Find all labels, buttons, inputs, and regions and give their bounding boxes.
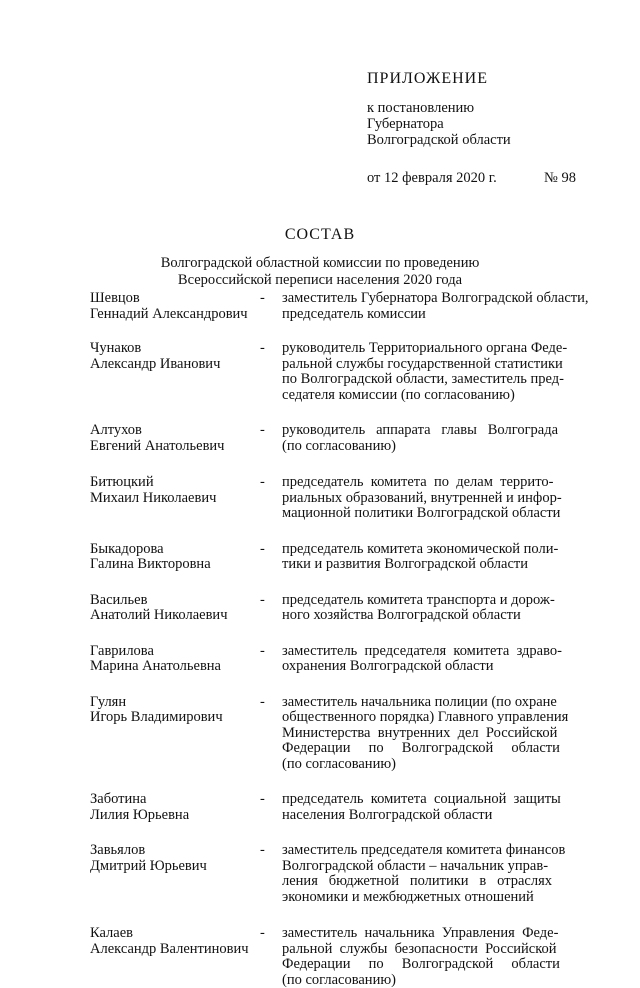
member-role-line: председатель комитета социальной защиты xyxy=(282,792,590,808)
member-role-line: (по согласованию) xyxy=(282,757,590,773)
member-given-names: Марина Анатольевна xyxy=(90,659,260,675)
member-name xyxy=(90,926,260,988)
member-dash: - xyxy=(260,542,282,573)
member-role-line: мационной политики Волгоградской области xyxy=(282,506,590,522)
document-subtitle xyxy=(0,255,640,289)
member-role xyxy=(282,792,590,823)
member-role-line: ления бюджетной политики в отраслях xyxy=(282,874,590,890)
members-list xyxy=(90,291,590,988)
member-role-line: Федерации по Волгоградской области xyxy=(282,957,590,973)
member-name xyxy=(90,475,260,522)
member-row xyxy=(90,341,590,403)
member-role xyxy=(282,644,590,675)
member-given-names: Анатолий Николаевич xyxy=(90,608,260,624)
member-dash: - xyxy=(260,792,282,823)
appendix-line: Волгоградской области xyxy=(367,132,627,148)
member-role-line: заместитель начальника полиции (по охране xyxy=(282,695,590,711)
document-heading xyxy=(0,226,640,289)
member-row xyxy=(90,542,590,573)
appendix-line: к постановлению xyxy=(367,100,627,116)
member-given-names: Евгений Анатольевич xyxy=(90,439,260,455)
member-role-line: ральной службы безопасности Российской xyxy=(282,942,590,958)
member-role xyxy=(282,843,590,905)
member-role xyxy=(282,695,590,773)
member-row xyxy=(90,644,590,675)
member-role-line: заместитель председателя комитета здраво- xyxy=(282,644,590,660)
member-role-line: председатель комитета транспорта и дорож- xyxy=(282,593,590,609)
appendix-title: ПРИЛОЖЕНИЕ xyxy=(367,70,627,88)
member-given-names: Галина Викторовна xyxy=(90,557,260,573)
member-row xyxy=(90,843,590,905)
member-name xyxy=(90,843,260,905)
member-role-line: (по согласованию) xyxy=(282,973,590,988)
member-role xyxy=(282,291,590,322)
member-role xyxy=(282,475,590,522)
member-dash: - xyxy=(260,593,282,624)
member-role xyxy=(282,593,590,624)
member-role-line: заместитель председателя комитета финансов xyxy=(282,843,590,859)
member-surname: Васильев xyxy=(90,593,260,609)
member-role xyxy=(282,926,590,988)
member-given-names: Дмитрий Юрьевич xyxy=(90,859,260,875)
member-name xyxy=(90,695,260,773)
member-role-line: риальных образований, внутренней и инфор- xyxy=(282,491,590,507)
member-surname: Заботина xyxy=(90,792,260,808)
member-role-line: охранения Волгоградской области xyxy=(282,659,590,675)
member-dash: - xyxy=(260,341,282,403)
member-role-line: ного хозяйства Волгоградской области xyxy=(282,608,590,624)
member-role-line: ральной службы государственной статистики xyxy=(282,357,590,373)
member-row xyxy=(90,593,590,624)
member-dash: - xyxy=(260,291,282,322)
appendix-dateline xyxy=(367,170,627,188)
member-row xyxy=(90,423,590,454)
member-name xyxy=(90,542,260,573)
member-role-line: населения Волгоградской области xyxy=(282,808,590,824)
member-role-line: председатель комиссии xyxy=(282,307,590,323)
member-role xyxy=(282,423,590,454)
member-role-line: руководитель аппарата главы Волгограда xyxy=(282,423,590,439)
appendix-number: № 98 xyxy=(544,170,576,187)
member-role-line: седателя комиссии (по согласованию) xyxy=(282,388,590,404)
subtitle-line: Всероссийской переписи населения 2020 года xyxy=(0,272,640,289)
member-surname: Калаев xyxy=(90,926,260,942)
member-name xyxy=(90,792,260,823)
member-surname: Шевцов xyxy=(90,291,260,307)
member-given-names: Геннадий Александрович xyxy=(90,307,260,323)
member-role-line: председатель комитета по делам террито- xyxy=(282,475,590,491)
member-name xyxy=(90,291,260,322)
member-row xyxy=(90,695,590,773)
appendix-line: Губернатора xyxy=(367,116,627,132)
member-dash: - xyxy=(260,423,282,454)
member-role-line: Волгоградской области – начальник управ- xyxy=(282,859,590,875)
member-row xyxy=(90,792,590,823)
member-name xyxy=(90,593,260,624)
member-name xyxy=(90,644,260,675)
member-role-line: председатель комитета экономической поли- xyxy=(282,542,590,558)
document-title: СОСТАВ xyxy=(0,226,640,244)
member-given-names: Михаил Николаевич xyxy=(90,491,260,507)
appendix-date: от 12 февраля 2020 г. xyxy=(367,170,497,187)
member-role-line: по Волгоградской области, заместитель пред- xyxy=(282,372,590,388)
member-role-line: руководитель Территориального органа Феде- xyxy=(282,341,590,357)
member-row xyxy=(90,475,590,522)
member-surname: Быкадорова xyxy=(90,542,260,558)
member-surname: Чунаков xyxy=(90,341,260,357)
member-dash: - xyxy=(260,843,282,905)
member-role-line: Министерства внутренних дел Российской xyxy=(282,726,590,742)
member-name xyxy=(90,423,260,454)
member-given-names: Александр Иванович xyxy=(90,357,260,373)
member-given-names: Александр Валентинович xyxy=(90,942,260,958)
member-given-names: Игорь Владимирович xyxy=(90,710,260,726)
member-role-line: заместитель Губернатора Волгоградской области, xyxy=(282,291,590,307)
member-row xyxy=(90,291,590,322)
member-dash: - xyxy=(260,926,282,988)
member-given-names: Лилия Юрьевна xyxy=(90,808,260,824)
member-surname: Гаврилова xyxy=(90,644,260,660)
member-role-line: общественного порядка) Главного управления xyxy=(282,710,590,726)
member-role-line: Федерации по Волгоградской области xyxy=(282,741,590,757)
member-role-line: тики и развития Волгоградской области xyxy=(282,557,590,573)
member-dash: - xyxy=(260,475,282,522)
member-role xyxy=(282,542,590,573)
appendix-block xyxy=(367,70,627,188)
member-dash: - xyxy=(260,695,282,773)
member-role-line: заместитель начальника Управления Феде- xyxy=(282,926,590,942)
member-surname: Завьялов xyxy=(90,843,260,859)
member-dash: - xyxy=(260,644,282,675)
member-role-line: экономики и межбюджетных отношений xyxy=(282,890,590,906)
member-surname: Битюцкий xyxy=(90,475,260,491)
member-surname: Гулян xyxy=(90,695,260,711)
member-role-line: (по согласованию) xyxy=(282,439,590,455)
member-surname: Алтухов xyxy=(90,423,260,439)
member-name xyxy=(90,341,260,403)
subtitle-line: Волгоградской областной комиссии по проведению xyxy=(0,255,640,272)
member-role xyxy=(282,341,590,403)
member-row xyxy=(90,926,590,988)
